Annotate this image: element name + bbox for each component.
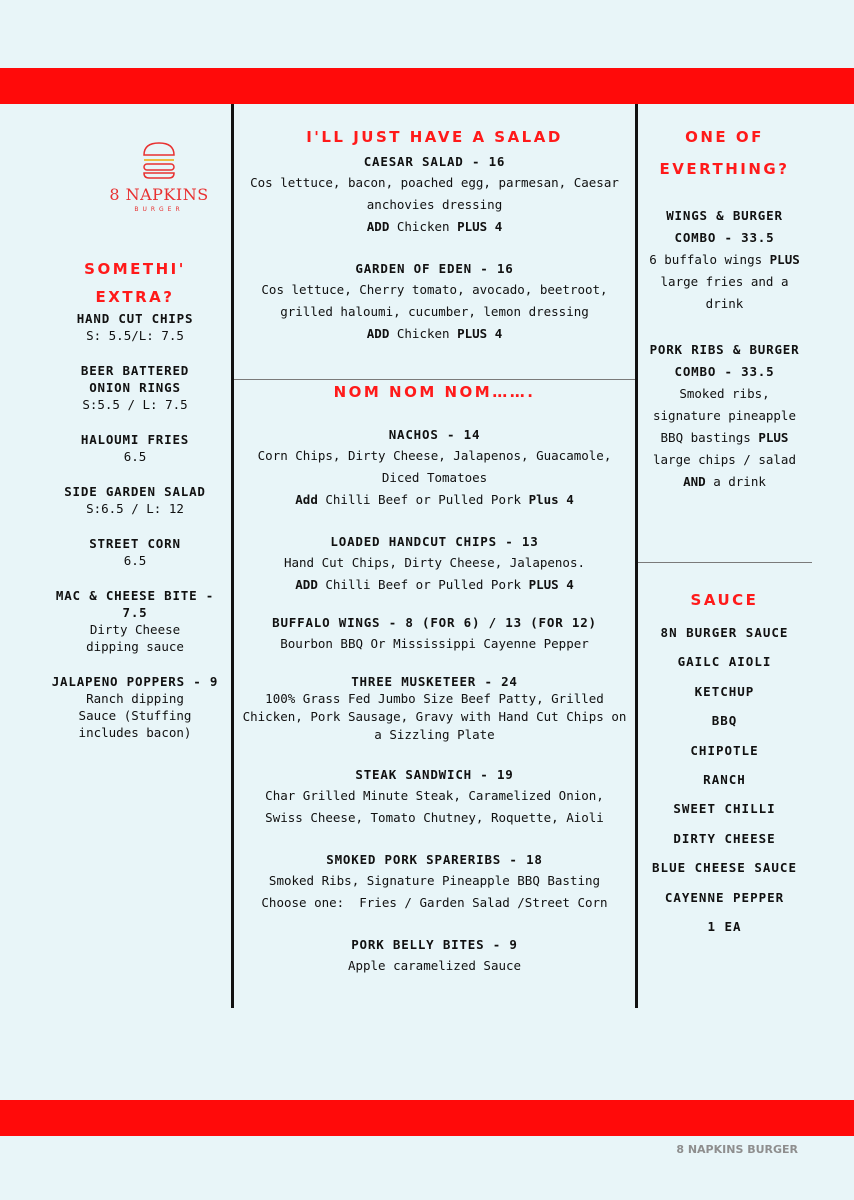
side-item-price: 6.5 <box>123 449 147 464</box>
side-item <box>40 483 230 517</box>
side-item-title: HAND CUT CHIPS <box>76 311 194 326</box>
menu-item-desc: Smoked Ribs, Signature Pineapple BBQ Basting <box>268 873 601 888</box>
combo-item <box>642 205 807 315</box>
side-item-title: BEER BATTERED ONION RINGS <box>80 363 190 395</box>
side-item-desc: Ranch dipping Sauce (Stuffing includes bacon) <box>78 691 192 740</box>
menu-item-desc: Hand Cut Chips, Dirty Cheese, Jalapenos. <box>283 555 586 570</box>
menu-item-title: PORK BELLY BITES - 9 <box>351 937 518 952</box>
salads-section <box>238 125 631 345</box>
side-item <box>40 673 230 741</box>
menu-item-desc: Corn Chips, Dirty Cheese, Jalapenos, Guacamole, Diced Tomatoes <box>257 448 612 485</box>
sauce-item: BLUE CHEESE SAUCE <box>652 860 797 876</box>
divider-right <box>635 104 638 1008</box>
menu-item <box>238 533 631 596</box>
sauce-item: KETCHUP <box>694 683 755 699</box>
salads-heading: I'LL JUST HAVE A SALAD <box>306 128 563 146</box>
menu-item-addon: ADD Chilli Beef or Pulled Pork PLUS 4 <box>295 577 574 592</box>
menu-item <box>238 673 631 744</box>
side-item <box>40 587 230 655</box>
menu-item <box>238 851 631 914</box>
menu-item-addon: Add Chilli Beef or Pulled Pork Plus 4 <box>295 492 574 507</box>
combo-desc: 6 buffalo wings PLUS large fries and a drink <box>649 252 800 311</box>
side-item-title: JALAPENO POPPERS - 9 <box>51 674 219 689</box>
sauce-item: CHIPOTLE <box>690 742 759 758</box>
top-red-band <box>0 68 854 104</box>
combo-desc: Smoked ribs, signature pineapple BBQ bastings PLUS large chips / salad AND a drink <box>653 386 796 489</box>
brand-logo <box>85 140 233 213</box>
side-item-title: STREET CORN <box>89 536 181 551</box>
combos-heading-line1: ONE OF <box>685 128 764 146</box>
bottom-red-band <box>0 1100 854 1136</box>
menu-item-title: LOADED HANDCUT CHIPS - 13 <box>330 534 539 549</box>
menu-item-title: SMOKED PORK SPARERIBS - 18 <box>326 852 543 867</box>
sauce-heading: SAUCE <box>690 591 759 609</box>
divider-left <box>231 104 234 1008</box>
side-item-desc: Dirty Cheese dipping sauce <box>86 622 184 654</box>
side-item-price: 6.5 <box>123 553 147 568</box>
combos-section <box>642 125 807 493</box>
menu-item-desc: 100% Grass Fed Jumbo Size Beef Patty, Grilled Chicken, Pork Sausage, Gravy with Hand Cut Chips on a Sizzling Plate <box>242 691 627 742</box>
sauce-item: 8N BURGER SAUCE <box>660 625 789 640</box>
sides-heading-line1: SOMETHI' <box>84 260 186 278</box>
side-item <box>40 431 230 465</box>
menu-item-addon: ADD Chicken PLUS 4 <box>366 326 503 341</box>
menu-item <box>238 153 631 238</box>
burger-icon <box>141 140 177 180</box>
menu-item-title: STEAK SANDWICH - 19 <box>355 767 514 782</box>
menu-item-desc: Char Grilled Minute Steak, Caramelized Onion, Swiss Cheese, Tomato Chutney, Roquette, Aioli <box>265 788 604 825</box>
menu-item-title: GARDEN OF EDEN - 16 <box>355 261 514 276</box>
side-item-title: SIDE GARDEN SALAD <box>64 484 206 499</box>
side-item <box>40 535 230 569</box>
side-item <box>40 310 230 344</box>
mains-heading: NOM NOM NOM……. <box>333 383 536 401</box>
side-item <box>40 362 230 413</box>
brand-subtitle: BURGER <box>134 206 184 213</box>
menu-item-desc: Apple caramelized Sauce <box>347 958 522 973</box>
combo-item <box>642 339 807 493</box>
footer-brand: 8 NAPKINS BURGER <box>676 1143 798 1156</box>
menu-item-title: NACHOS - 14 <box>388 427 481 442</box>
side-item-title: MAC & CHEESE BITE - 7.5 <box>55 588 215 620</box>
sauce-list <box>642 618 807 941</box>
brand-name: 8 NAPKINS <box>109 185 209 204</box>
menu-item <box>238 936 631 977</box>
side-item-price: S:6.5 / L: 12 <box>86 501 184 516</box>
combo-title: PORK RIBS & BURGER COMBO - 33.5 <box>649 342 800 379</box>
sauce-item: RANCH <box>703 771 746 787</box>
combos-heading-line2: EVERTHING? <box>659 160 790 178</box>
menu-item <box>238 260 631 345</box>
sauce-item: CAYENNE PEPPER <box>664 889 785 905</box>
sauce-item: SWEET CHILLI <box>673 801 776 817</box>
menu-item-title: THREE MUSKETEER - 24 <box>351 674 518 689</box>
side-item-price: S:5.5 / L: 7.5 <box>82 397 188 412</box>
menu-item-desc: Cos lettuce, bacon, poached egg, parmesan, Caesar anchovies dressing <box>250 175 619 212</box>
divider-sauce <box>638 562 812 563</box>
menu-item <box>238 614 631 655</box>
menu-item <box>238 766 631 829</box>
sides-section <box>40 255 230 741</box>
sauce-item: BBQ <box>711 713 738 729</box>
menu-item-desc: Cos lettuce, Cherry tomato, avocado, beetroot, grilled haloumi, cucumber, lemon dressing <box>261 282 608 319</box>
side-item-price: S: 5.5/L: 7.5 <box>86 328 184 343</box>
menu-item-addon: ADD Chicken PLUS 4 <box>366 219 503 234</box>
menu-item-choice: Choose one: Fries / Garden Salad /Street Corn <box>261 895 608 910</box>
side-item-title: HALOUMI FRIES <box>80 432 190 447</box>
mains-section <box>238 380 631 977</box>
sauce-item: GAILC AIOLI <box>677 654 772 670</box>
menu-item-title: BUFFALO WINGS - 8 (FOR 6) / 13 (FOR 12) <box>272 615 597 630</box>
combo-title: WINGS & BURGER COMBO - 33.5 <box>666 208 783 245</box>
sauce-price: 1 EA <box>707 918 742 934</box>
sauce-item: DIRTY CHEESE <box>673 830 776 846</box>
menu-item-desc: Bourbon BBQ Or Mississippi Cayenne Pepper <box>280 636 589 651</box>
sauce-section <box>642 588 807 941</box>
menu-item <box>238 426 631 511</box>
menu-item-title: CAESAR SALAD - 16 <box>363 154 506 169</box>
sides-heading-line2: EXTRA? <box>95 288 175 306</box>
